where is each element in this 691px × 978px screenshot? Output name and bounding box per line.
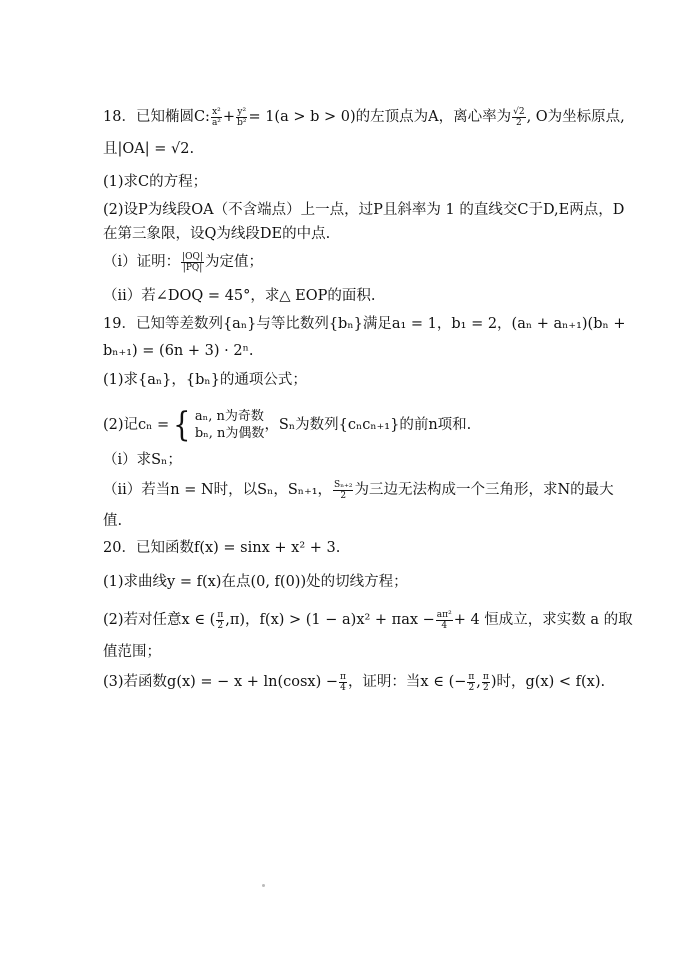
q19-line-2: bₙ₊₁) = (6n + 3) · 2ⁿ. — [103, 343, 254, 359]
numerator: |OQ| — [182, 251, 203, 262]
q20-line-2: (1)求曲线y = f(x)在点(0, f(0))处的切线方程； — [103, 574, 408, 590]
q18-line-2: 且|OA| = √2. — [103, 141, 195, 157]
fraction — [436, 610, 453, 631]
q20-text: (2)若对任意x ∈ ( — [103, 612, 216, 628]
fraction — [181, 252, 204, 273]
q19-text: （ii）若当n = N时，以Sₙ，Sₙ₊₁， — [103, 482, 333, 498]
numerator: π — [217, 609, 224, 620]
fraction — [211, 107, 222, 128]
numerator: aπ² — [436, 609, 452, 620]
numerator: Sₙ₊₂ — [334, 479, 353, 490]
q19-line-1: 19．已知等差数列{aₙ}与等比数列{bₙ}满足a₁ = 1，b₁ = 2，(aₙ + aₙ₊₁)(bₙ + — [103, 316, 626, 332]
q20-text: (3)若函数g(x) = − x + ln(cosx) − — [103, 674, 339, 690]
q20-line-4: 值范围； — [103, 644, 161, 660]
numerator: y² — [237, 106, 247, 117]
denominator: a² — [211, 117, 221, 128]
q20-text: + 4 恒成立，求实数 a 的取 — [453, 612, 633, 628]
q19-text: (2)记cₙ = — [103, 417, 170, 433]
q18-line-4: (2)设P为线段OA（不含端点）上一点，过P且斜率为 1 的直线交C于D,E两点，D — [103, 202, 625, 218]
q18-text: , O为坐标原点, — [526, 109, 625, 125]
q18-text: 为定值； — [204, 254, 263, 270]
q20-text: ,π)，f(x) > (1 − a)x² + πax − — [225, 612, 435, 628]
numerator: √2 — [513, 106, 525, 117]
q18-text: （i）证明： — [103, 254, 181, 270]
q19-line-3: (1)求{aₙ}，{bₙ}的通项公式； — [103, 372, 307, 388]
denominator: 2 — [340, 490, 347, 501]
denominator: 2 — [483, 682, 489, 693]
q19-line-7: 值. — [103, 513, 123, 529]
q18-line-1 — [0, 106, 691, 128]
case-odd: aₙ, n为奇数 — [194, 409, 264, 424]
fraction — [216, 610, 224, 631]
piecewise — [169, 405, 265, 445]
q19-line-4 — [0, 405, 691, 445]
q18-text: = 1(a > b > 0)的左顶点为A，离心率为 — [248, 109, 512, 125]
q18-line-7: （ii）若∠DOQ = 45°，求△ EOP的面积. — [103, 288, 376, 304]
q19-text: ，Sₙ为数列{cₙcₙ₊₁}的前n项和. — [264, 417, 472, 433]
q18-line-5: 在第三象限，设Q为线段DE的中点. — [103, 226, 331, 242]
denominator: 2 — [468, 682, 475, 693]
plus-sign: + — [222, 109, 236, 125]
q19-line-5: （i）求Sₙ； — [103, 452, 182, 468]
q20-text: ，证明：当x ∈ (− — [347, 674, 467, 690]
q19-text: 为三边无法构成一个三角形，求N的最大 — [354, 482, 614, 498]
numerator: π — [482, 671, 489, 682]
denominator: b² — [237, 117, 247, 128]
q18-line-3: (1)求C的方程； — [103, 174, 208, 190]
denominator: 4 — [340, 682, 346, 693]
fraction — [339, 672, 347, 693]
q20-text: )时，g(x) < f(x). — [490, 674, 606, 690]
numerator: x² — [212, 106, 221, 117]
q20-line-3 — [0, 609, 691, 631]
q20-line-1: 20．已知函数f(x) = sinx + x² + 3. — [103, 540, 341, 556]
fraction — [236, 107, 247, 128]
cases — [195, 408, 265, 442]
denominator: 4 — [441, 620, 448, 631]
numerator: π — [468, 671, 475, 682]
case-even: bₙ, n为偶数 — [194, 426, 265, 441]
numerator: π — [340, 671, 346, 682]
scan-speck — [262, 884, 265, 887]
q18-line-6 — [0, 251, 691, 273]
denominator: 2 — [217, 620, 224, 631]
fraction — [512, 107, 525, 128]
denominator: 2 — [515, 117, 522, 128]
denominator: |PQ| — [182, 262, 203, 273]
q20-line-5 — [0, 671, 691, 693]
brace-glyph: { — [173, 405, 191, 445]
q20-text: , — [476, 674, 481, 690]
q19-line-6 — [0, 479, 691, 501]
fraction — [333, 480, 353, 501]
fraction — [482, 672, 490, 693]
q18-text: 18．已知椭圆C: — [103, 109, 210, 125]
fraction — [467, 672, 475, 693]
